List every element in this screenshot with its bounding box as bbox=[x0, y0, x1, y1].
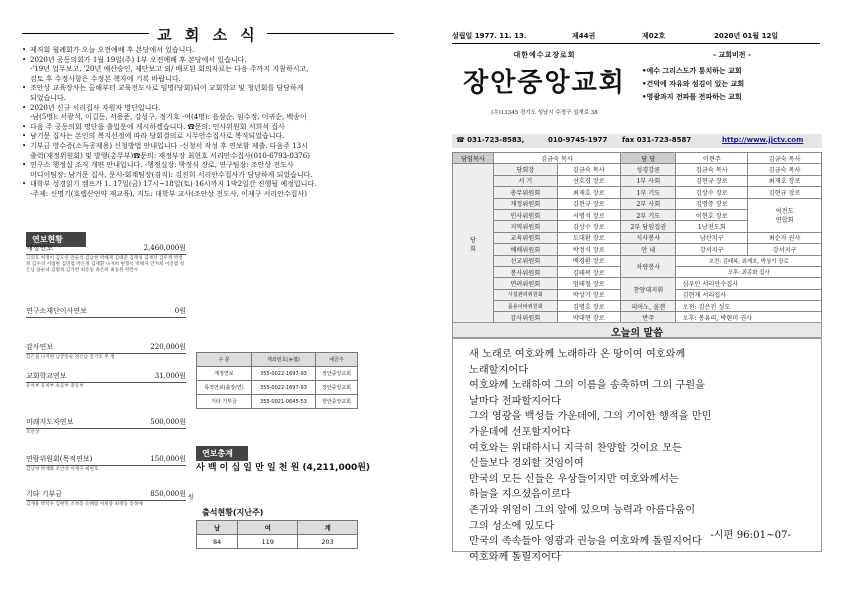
staff-cell: 박정식 장로 bbox=[557, 244, 621, 255]
staff-cell: 1부 사회 bbox=[621, 175, 676, 186]
volume: 제44권 bbox=[572, 32, 596, 40]
staff-cell: 김현규 장로 bbox=[676, 175, 748, 186]
staff-cell: 봉사위원회 bbox=[494, 266, 558, 277]
staff-cell: 박상기 장로 bbox=[557, 289, 621, 300]
offering-item bbox=[26, 342, 186, 361]
church-vision bbox=[642, 46, 822, 132]
offering-row bbox=[26, 489, 186, 501]
acct-cell: 기타 기부금 bbox=[197, 395, 252, 409]
staff-cell: 강서지구 bbox=[748, 244, 822, 255]
att-header: 계 bbox=[298, 521, 358, 535]
staff-cell: 오후: 최종화 집사 bbox=[676, 266, 822, 277]
staff-cell: 도대환 장로 bbox=[557, 232, 621, 243]
offering-amount: 31,000원 bbox=[154, 372, 186, 380]
church-address: (우)13345 경기도 성남시 수정구 설개로 38 bbox=[491, 110, 598, 116]
news-item: • 2020년 신규 서리집사 자원자 명단입니다. bbox=[22, 104, 394, 114]
staff-cell: 총무위원회 bbox=[494, 187, 558, 198]
staff-cell: 엄태철 장로 bbox=[557, 278, 621, 289]
phone-number: ☎ 031-723-8583, bbox=[456, 136, 525, 144]
att-value: 119 bbox=[238, 535, 298, 549]
news-item: • 연구소 행정실 조직 개편 안내입니다. -행정실장: 박정식 장로, 연구팀장: 조안상 전도사 bbox=[22, 161, 394, 171]
staff-cell: 최순자 권사 bbox=[748, 232, 822, 243]
staff-cell: 오전: 김태복, 최재호, 박상기 장로 bbox=[676, 255, 822, 266]
staff-cell: 담임목사 bbox=[453, 153, 494, 164]
staff-cell: 김태복 장로 bbox=[557, 266, 621, 277]
offering-name: 연구소재단이사연보 bbox=[26, 307, 87, 315]
staff-cell: 예배위원회 bbox=[494, 244, 558, 255]
offering-row bbox=[26, 342, 186, 354]
staff-cell: 시설관리위원회 bbox=[494, 289, 558, 300]
scripture-line: 하늘을 지으셨음이로다 bbox=[469, 489, 571, 501]
news-item: -남(5명): 서광석, 이길동, 서용준, 강성구, 정기호 -여(4명): 음삼순, 임수정, 이귀순, 백송이 bbox=[30, 113, 307, 122]
scripture-line: 존귀와 위엄이 그의 앞에 있으며 능력과 아름다움이 bbox=[469, 504, 696, 516]
account-row bbox=[197, 367, 358, 381]
offering-name: 미래지도자연보 bbox=[26, 418, 74, 426]
acct-cell: 재정연보 bbox=[197, 367, 252, 381]
total-text: 사 백 이 십 일 만 일 천 원 (4,211,000원) bbox=[196, 463, 371, 473]
total-label: 연보총계 bbox=[196, 446, 248, 461]
news-item: • 기부금 영수증(소득공제용) 신청방법 안내입니다 -신청서 작성 후 연보함 제출. 다음주 13시 bbox=[22, 142, 394, 152]
fax-number: fax 031-723-8587 bbox=[622, 136, 692, 144]
staff-cell: 몸용이바위원회 bbox=[494, 301, 558, 312]
news-item: 되었습니다. bbox=[30, 93, 67, 102]
church-name: 장안중앙교회 bbox=[463, 68, 626, 98]
offering-donors: 김남현 박재화 조안상 이재구 최현호 bbox=[26, 467, 99, 472]
staff-cell: 식사봉사 bbox=[621, 232, 676, 243]
offering-amount: 2,460,000원 bbox=[143, 244, 186, 252]
news-item: -주제: 신명기(호렙산언약 재교육), 지도: 대학부 교사(조안상 전도사, 이재구 서리안수집사) bbox=[30, 189, 307, 198]
issue-date: 2020년 01월 12일 bbox=[714, 32, 779, 40]
offering-amount: 220,000원 bbox=[150, 343, 186, 351]
staff-cell: 감사위원회 bbox=[494, 312, 558, 323]
vision-line: •건덕에 자유와 섬김이 있는 교회 bbox=[642, 79, 745, 88]
staff-cell: 면려위원회 bbox=[494, 278, 558, 289]
offering-donors: 조안상 bbox=[26, 430, 40, 435]
att-value: 203 bbox=[298, 535, 358, 549]
scripture-line: 날마다 전파할지어다 bbox=[469, 395, 561, 407]
offering-row bbox=[26, 454, 186, 466]
offering-item bbox=[26, 489, 186, 508]
account-header-row bbox=[197, 353, 358, 367]
news-item: • 조안상 교육장사는 올해부터 교육전도사로 임명(당회)되어 교회학교 및 청년회를 담당하게 bbox=[22, 84, 394, 94]
staff-cell: 선교위원회 bbox=[494, 255, 558, 266]
mobile-number: 010-9745-1977 bbox=[548, 136, 608, 144]
staff-cell: 당회장 bbox=[494, 164, 558, 175]
offering-donors: 유아부 유치부 초등부 중등부 bbox=[26, 384, 84, 389]
staff-cell: 이현호 장로 bbox=[676, 209, 748, 220]
scripture-line: 여호와께 노래하여 그의 이름을 송축하며 그의 구원을 bbox=[469, 380, 705, 392]
staff-cell: 김현재 서리집사 bbox=[676, 289, 822, 300]
scripture-line: 신들보다 경외할 것임이여 bbox=[469, 458, 584, 470]
acct-cell: 목적연보(출장/연) bbox=[197, 381, 252, 395]
news-title: 교 회 소 식 bbox=[149, 26, 267, 44]
staff-cell: 김명호 장로 bbox=[557, 301, 621, 312]
staff-cell: 최재호 장로 bbox=[748, 175, 822, 186]
account-row bbox=[197, 395, 358, 409]
church-title-box bbox=[452, 46, 637, 132]
news-item: • 다음 주 공동의회 명단을 출입문에 게시하겠습니다. ☎문의: 인사위원회 서희석 집사 bbox=[22, 123, 394, 133]
staff-cell: 김금숙 목사 bbox=[557, 164, 621, 175]
attendance-table bbox=[196, 520, 358, 549]
scripture-source: -시편 96:01~07- bbox=[710, 530, 791, 542]
news-item: • 남기문 집사는 본인의 복지선정에 따라 당회결의로 시무안수집사로 복직되었습니다. bbox=[22, 132, 394, 142]
acct-cell: 355-0022-1697-93 bbox=[251, 381, 315, 395]
acct-header: 구 분 bbox=[197, 353, 252, 367]
offering-row bbox=[26, 243, 186, 255]
offering-donors: 김재용 박덕우 김현민 조정동 유해람 이희중 최정동 송정예 bbox=[26, 502, 143, 507]
staff-cell: 김현규 장로 bbox=[748, 187, 822, 198]
offering-name: 교회학교연보 bbox=[26, 372, 67, 380]
scripture-line: 여호와는 위대하시니 지극히 찬양할 것이요 모든 bbox=[469, 442, 683, 454]
founded-date: 설립일 1977. 11. 13. bbox=[452, 32, 527, 40]
staff-cell: 차량봉사 bbox=[621, 255, 676, 278]
offering-item bbox=[26, 243, 186, 274]
staff-cell: 김금숙 목사 bbox=[676, 164, 748, 175]
acct-header: 예금주 bbox=[315, 353, 357, 367]
news-item: 미디어팀장: 남기문 집사, 문서·회계팀장(겸직): 김진희 서리안수집사가 담당하게 되었습니다. bbox=[30, 170, 313, 179]
staff-cell: 1부 기도 bbox=[621, 187, 676, 198]
total-suffix: 원 bbox=[188, 494, 194, 501]
staff-cell: 이현주 bbox=[676, 153, 748, 164]
offering-amount: 850,000원 bbox=[150, 490, 186, 498]
offering-amount: 0원 bbox=[174, 307, 186, 315]
staff-cell: 오후: 봉유리, 박현미 권사 bbox=[676, 312, 822, 323]
website-link[interactable]: http://www.jjctv.com bbox=[722, 136, 804, 144]
yeonhap-line: 여전도 bbox=[775, 208, 794, 216]
scripture-line: 그의 영광을 백성들 가운데에, 그의 기이한 행적을 만민 bbox=[469, 411, 712, 423]
account-table bbox=[196, 352, 358, 409]
news-item: • 2020년 공동의회가 1월 19일(주) 1부 오전예배 후 본당에서 있습니다. bbox=[22, 56, 394, 66]
staff-cell: 최재호 장로 bbox=[557, 187, 621, 198]
offering-row bbox=[26, 306, 186, 318]
staff-cell: 2부 담임집권 bbox=[621, 221, 676, 232]
staff-cell: 박대현 장로 bbox=[557, 312, 621, 323]
att-header: 여 bbox=[238, 521, 298, 535]
news-item: 검토 후 수정사항은 수정본 책자에 기록 바랍니다. bbox=[30, 74, 181, 83]
acct-cell: 장안중앙교회 bbox=[315, 395, 357, 409]
staff-cell: 성경강론 bbox=[621, 164, 676, 175]
staff-cell: 오전: 김은진 성도 bbox=[676, 301, 822, 312]
hoe-char: 회 bbox=[470, 245, 476, 253]
news-item: -'19년 업무보고, '20년 예산승인, 재단보고 외/ 배포된 회의자료는 다음 주까지 지참하시고, bbox=[30, 65, 309, 74]
staff-cell: 김상수 장로 bbox=[676, 187, 748, 198]
staff-cell: 백경환 장로 bbox=[557, 255, 621, 266]
dang-char: 당 bbox=[470, 236, 476, 244]
todays-word-title: 오늘의 말씀 bbox=[452, 322, 822, 338]
dang-hoe-cell bbox=[453, 164, 494, 323]
staff-cell: 인사위원회 bbox=[494, 209, 558, 220]
att-value: 84 bbox=[197, 535, 238, 549]
staff-cell: 강서지구 bbox=[676, 244, 748, 255]
staff-cell: 1남전도회 bbox=[676, 221, 748, 232]
offering-donors: 고의호 허정이 김도연 안순석 김남현 박해재 김태준 김재성 김재서 김우정 박정희 김우석 서범현 김민집 박은정 김재환 나지희 변형석 박해자 안지희 이진범 정은남 윤순녀 김명희 김가현 최동일 최은희 최승원 한만수 bbox=[26, 256, 185, 273]
acct-cell: 장안중앙교회 bbox=[315, 381, 357, 395]
vision-line: •영광과지 전파를 전파하는 교회 bbox=[642, 92, 742, 101]
staff-cell: 김상수 장로 bbox=[557, 221, 621, 232]
staff-cell: 2부 사회 bbox=[621, 198, 676, 209]
staff-cell: 2부 기도 bbox=[621, 209, 676, 220]
account-row bbox=[197, 381, 358, 395]
staff-cell: 김금숙 목사 bbox=[748, 153, 822, 164]
news-header bbox=[22, 22, 394, 44]
staff-cell: 서명석 장로 bbox=[557, 209, 621, 220]
staff-cell: 찬양대지휘 bbox=[621, 278, 676, 301]
contact-bar bbox=[452, 134, 822, 148]
acct-header: 계좌번호(농협) bbox=[251, 353, 315, 367]
offering-item bbox=[26, 306, 186, 319]
offering-item bbox=[26, 417, 186, 436]
staff-cell: 피아노, 올겐 bbox=[621, 301, 676, 312]
masthead bbox=[452, 30, 820, 44]
att-header: 남 bbox=[197, 521, 238, 535]
news-item: 출력(재정위원회) 및 발행(총무부)☎문의: 재정부장 최현호 서리안수집사(010-6793-0376) bbox=[30, 151, 310, 160]
yeonhap-line: 연합회 bbox=[775, 217, 794, 225]
staff-cell: 선호경 장로 bbox=[557, 175, 621, 186]
todays-word-box bbox=[452, 338, 822, 563]
staff-cell: 남산지구 bbox=[676, 232, 748, 243]
staff-cell: 김현규 장로 bbox=[557, 198, 621, 209]
staff-table bbox=[452, 152, 822, 324]
scripture-line: 가운데에 선포할지어다 bbox=[469, 426, 571, 438]
staff-cell: 서 기 bbox=[494, 175, 558, 186]
offering-amount: 150,000원 bbox=[150, 455, 186, 463]
offering-donors: 김은실 나지현 남궁연순 정은남 장기호 무 명 bbox=[26, 355, 115, 360]
offering-item bbox=[26, 454, 186, 473]
scripture-line: 노래할지어다 bbox=[469, 364, 529, 376]
yeonhap-cell bbox=[748, 198, 822, 232]
staff-cell: 심우인 서리안수집사 bbox=[676, 278, 822, 289]
scripture-line: 새 노래로 여호와께 노래하라 온 땅이여 여호와께 bbox=[469, 349, 686, 360]
offering-row bbox=[26, 371, 186, 383]
staff-cell: 담 당 bbox=[621, 153, 676, 164]
offering-name: 기타 기부금 bbox=[26, 490, 63, 498]
offering-label: 연보현황 bbox=[26, 232, 86, 247]
offering-name: 감사연보 bbox=[26, 343, 54, 351]
denomination: 대한예수교장로회 bbox=[513, 50, 576, 59]
staff-cell: 재정위원회 bbox=[494, 198, 558, 209]
scripture-line: 여호와께 돌릴지어다 bbox=[469, 551, 561, 563]
staff-cell: 김금숙 목사 bbox=[494, 153, 621, 164]
scripture-line: 그의 성소에 있도다 bbox=[469, 520, 555, 532]
offering-name: 연람위원회(목적연보) bbox=[26, 455, 93, 463]
acct-cell: 355-0021-0645-53 bbox=[251, 395, 315, 409]
staff-cell: 김금숙 목사 bbox=[748, 164, 822, 175]
offering-item bbox=[26, 371, 186, 390]
offering-name: 재정연보 bbox=[26, 244, 54, 252]
staff-cell: 지역위원회 bbox=[494, 221, 558, 232]
news-item: • 대학부 성경읽기 캠프가 1. 17일(금) 17시~18일(토) 16시까지 1박2일간 진행될 예정입니다. bbox=[22, 180, 394, 190]
scripture-line: 만국의 모든 신들은 우상들이지만 여호와께서는 bbox=[469, 473, 679, 485]
acct-cell: 355-0022-1697-93 bbox=[251, 367, 315, 381]
offering-amount: 500,000원 bbox=[150, 418, 186, 426]
news-item: • 제직회 월례회가 오늘 오전예배 후 본당에서 있습니다. bbox=[22, 46, 394, 56]
scripture-line: 만국의 족속들아 영광과 권능을 여호와께 돌릴지어다 bbox=[469, 536, 702, 548]
staff-cell: 교육위원회 bbox=[494, 232, 558, 243]
news-list bbox=[22, 46, 394, 200]
staff-cell: 안 내 bbox=[621, 244, 676, 255]
vision-line: •예수 그리스도가 통치하는 교회 bbox=[642, 66, 742, 75]
acct-cell: 장안중앙교회 bbox=[315, 367, 357, 381]
attendance-label: 출석현황(지난주) bbox=[196, 505, 282, 521]
offering-row bbox=[26, 417, 186, 429]
vision-title: - 교회비전 - bbox=[713, 50, 751, 59]
issue: 제02호 bbox=[642, 32, 666, 40]
staff-cell: 김명중 장로 bbox=[676, 198, 748, 209]
staff-cell: 반주 bbox=[621, 312, 676, 323]
